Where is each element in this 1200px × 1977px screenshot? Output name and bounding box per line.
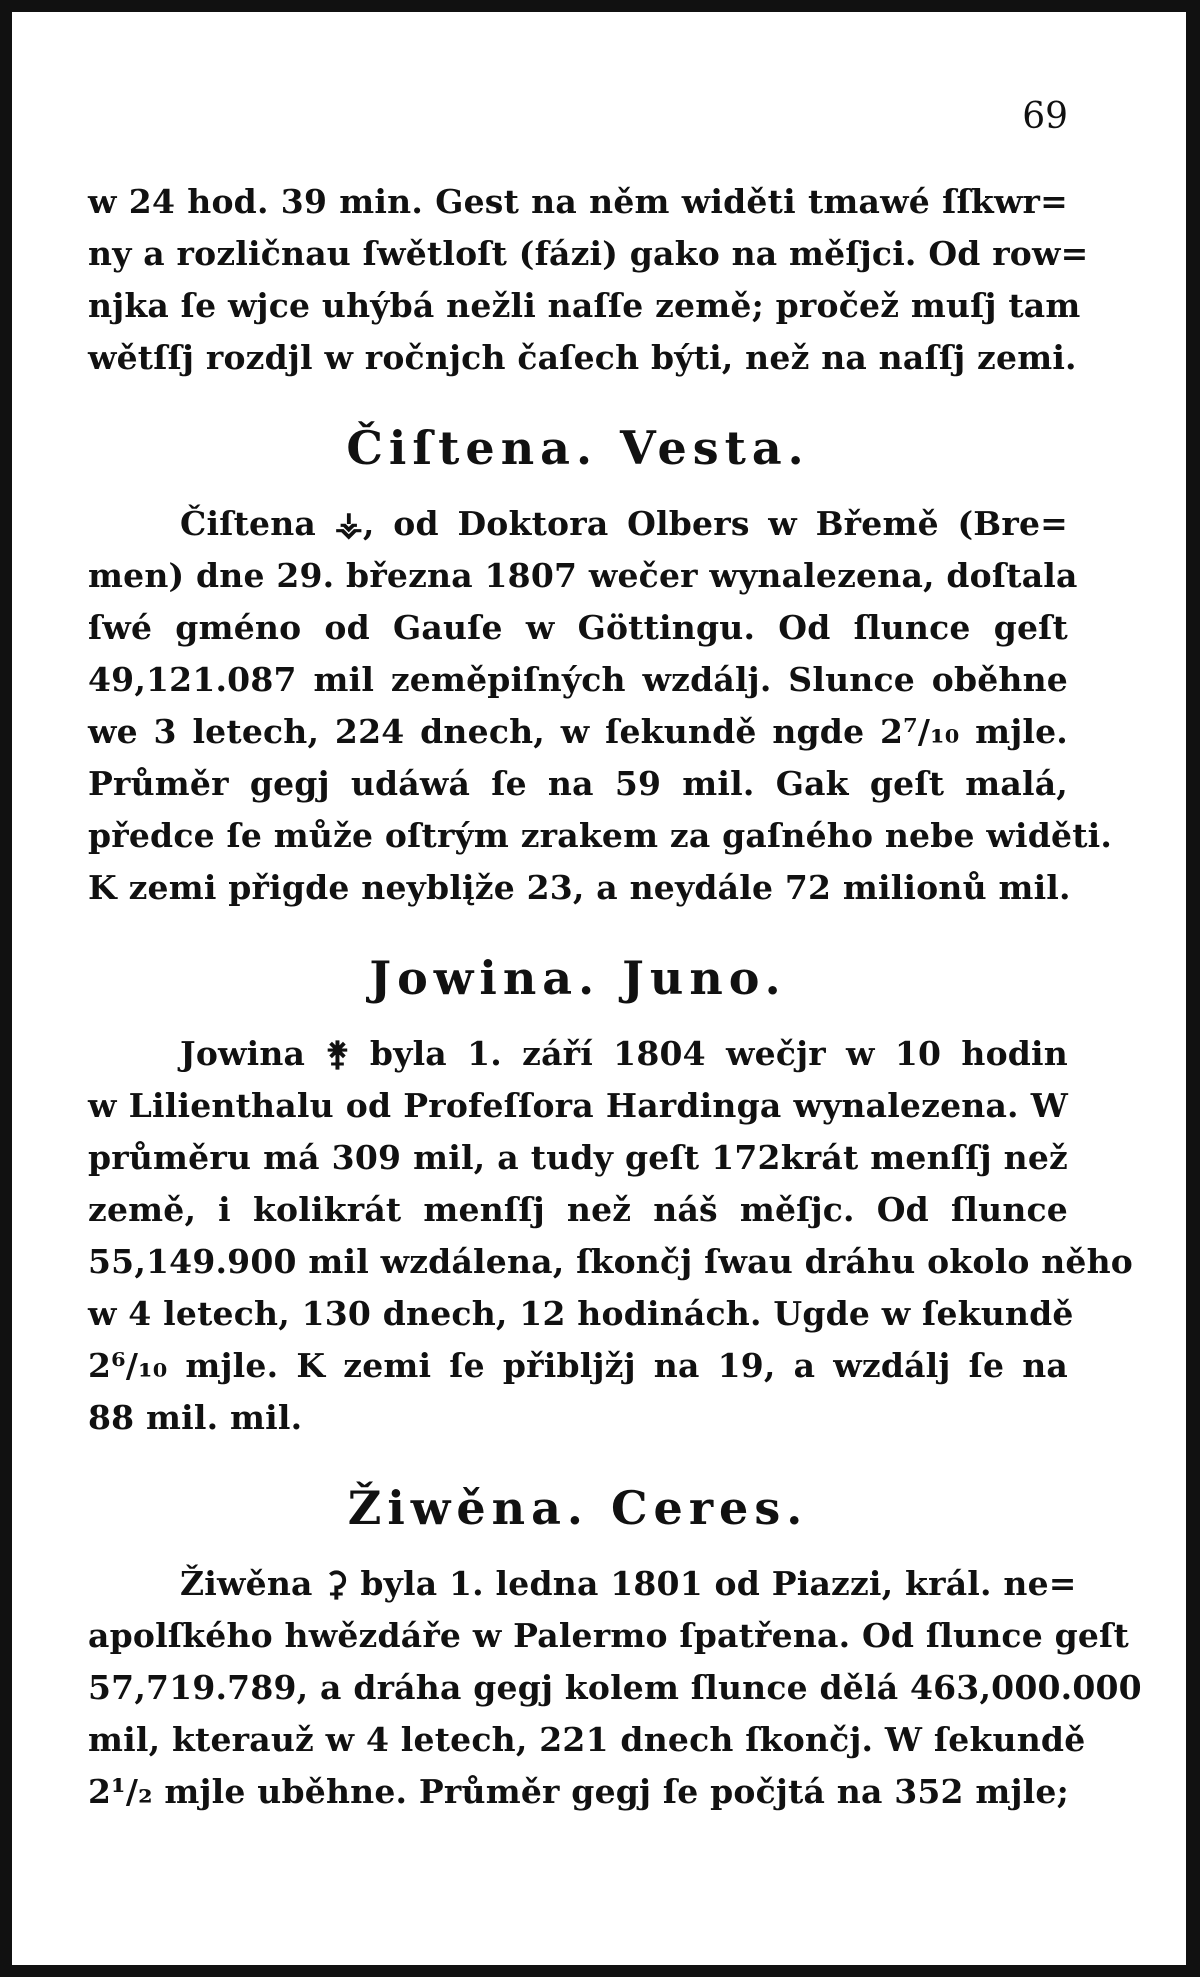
scan-border-bottom bbox=[0, 1965, 1200, 1977]
text-line: země, i kolikrát menſſj než náš měſjc. Od ſlunce bbox=[88, 1190, 1068, 1229]
text-line: w 4 letech, 130 dnech, 12 hodinách. Ugde w ſekundě bbox=[88, 1294, 1074, 1333]
text-line: Jowina ⚵ byla 1. září 1804 wečjr w 10 hodin bbox=[180, 1034, 1068, 1073]
text-line: w 24 hod. 39 min. Gest na něm widěti tmawé ſſkwr= bbox=[88, 182, 1068, 221]
text-line: K zemi přigde neyblįže 23, a neydále 72 milionů mil. bbox=[88, 868, 1071, 907]
text-line: men) dne 29. března 1807 wečer wynalezena, doſtala bbox=[88, 556, 1078, 595]
text-line: 57,719.789, a dráha gegj kolem ſlunce dělá 463,000.000 bbox=[88, 1668, 1142, 1707]
text-line: 2⁶/₁₀ mjle. K zemi ſe přibljžj na 19, a wzdálj ſe na bbox=[88, 1346, 1068, 1385]
text-line: w Lilienthalu od Profeſſora Hardinga wynalezena. W bbox=[88, 1086, 1068, 1125]
text-line: njka ſe wjce uhýbá nežli naſſe země; pročež muſj tam bbox=[88, 286, 1081, 325]
text-line: 2¹/₂ mjle uběhne. Průměr gegj ſe počjtá na 352 mjle; bbox=[88, 1772, 1069, 1811]
section-heading-juno: Jowina. Juno. bbox=[369, 951, 787, 1005]
text-line: Průměr gegj udáwá ſe na 59 mil. Gak geſt malá, bbox=[88, 764, 1068, 803]
text-line: Čiſtena ⚶, od Doktora Olbers w Břemě (Bre= bbox=[180, 504, 1068, 543]
scan-border-left bbox=[0, 0, 12, 1977]
text-line: we 3 letech, 224 dnech, w ſekundě ngde 2⁷/₁₀ mjle. bbox=[88, 712, 1068, 751]
text-line: ny a rozličnau ſwětloſt (fázi) gako na měſjci. Od row= bbox=[88, 234, 1089, 273]
text-line: předce ſe může oſtrým zrakem za gaſného nebe widěti. bbox=[88, 816, 1113, 855]
text-line: Žiwěna ⚳ byla 1. ledna 1801 od Piazzi, král. ne= bbox=[180, 1564, 1077, 1603]
text-line: 88 mil. mil. bbox=[88, 1398, 303, 1437]
text-line: 49,121.087 mil zeměpiſných wzdálj. Slunce oběhne bbox=[88, 660, 1068, 699]
section-heading-vesta: Čiſtena. Vesta. bbox=[346, 421, 810, 475]
page-number: 69 bbox=[1022, 96, 1068, 137]
text-line: 55,149.900 mil wzdálena, ſkončj ſwau dráhu okolo něho bbox=[88, 1242, 1134, 1281]
text-line: průměru má 309 mil, a tudy geſt 172krát menſſj než bbox=[88, 1138, 1068, 1177]
text-line: wětſſj rozdjl w ročnjch čaſech býti, než na naſſj zemi. bbox=[88, 338, 1077, 377]
text-line: apolſkého hwězdáře w Palermo ſpatřena. Od ſlunce geſt bbox=[88, 1616, 1129, 1655]
section-heading-ceres: Žiwěna. Ceres. bbox=[347, 1481, 809, 1535]
text-line: mil, kterauž w 4 letech, 221 dnech ſkončj. W ſekundě bbox=[88, 1720, 1086, 1759]
scan-border-top bbox=[0, 0, 1200, 12]
scan-border-right bbox=[1186, 0, 1200, 1977]
text-line: ſwé gméno od Gauſe w Göttingu. Od ſlunce geſt bbox=[88, 608, 1068, 647]
